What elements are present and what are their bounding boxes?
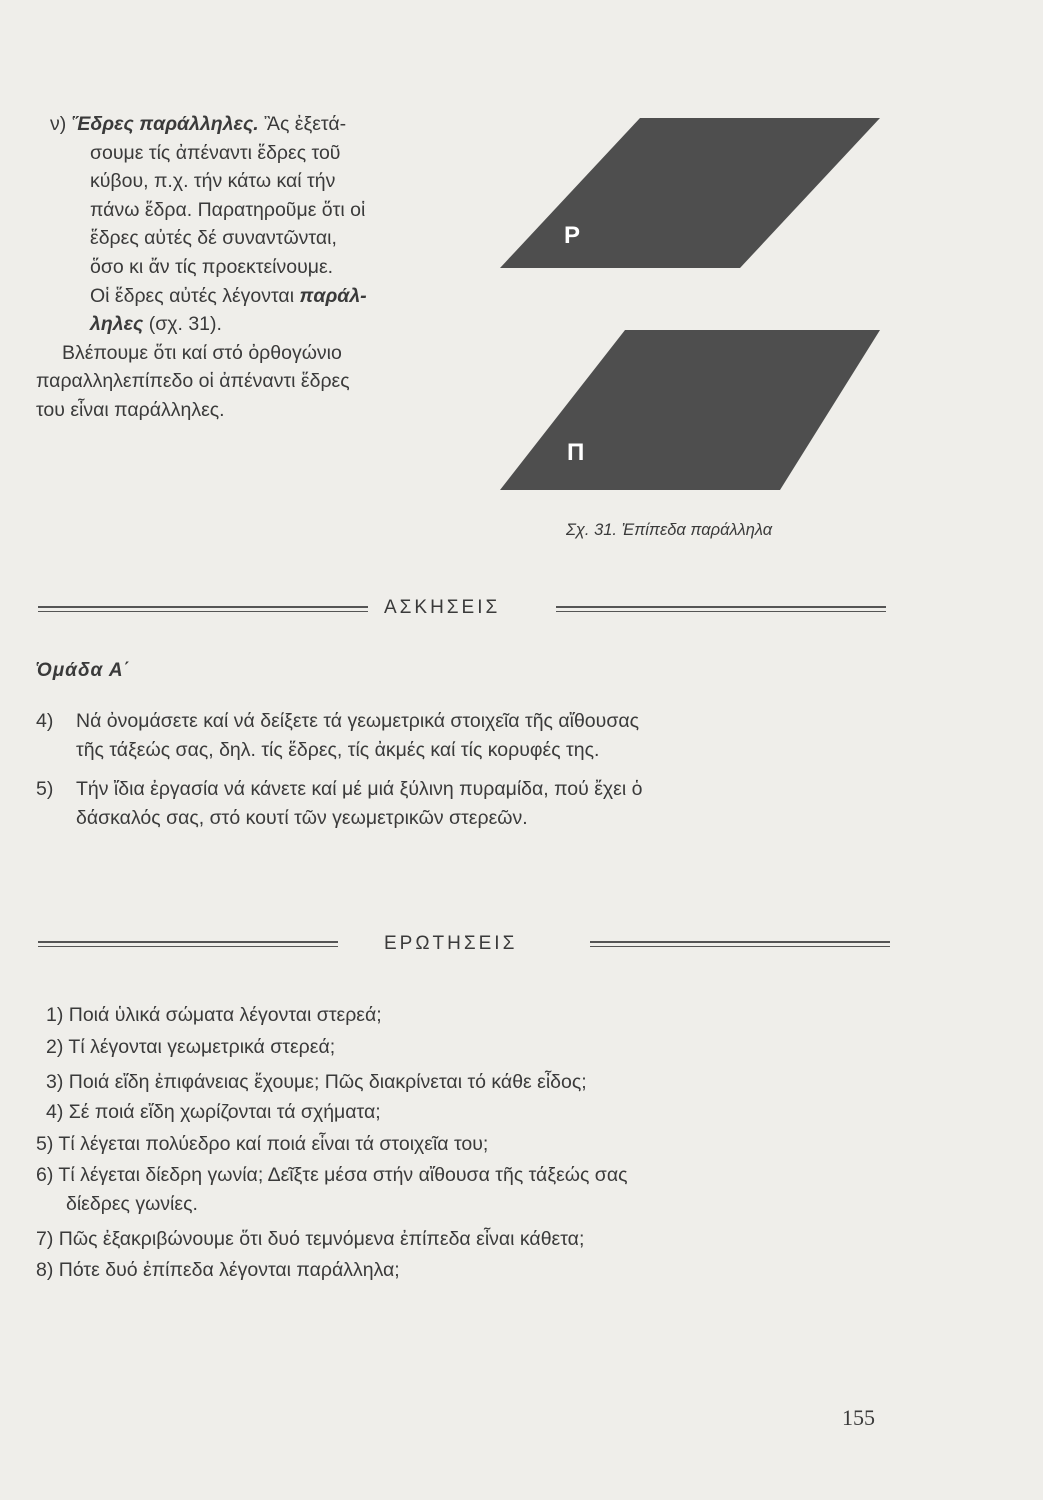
exercise-text: δάσκαλός σας, στό κουτί τῶν γεωμετρικῶν στερεῶν. [76, 807, 528, 829]
divider-left-thin [38, 946, 338, 947]
figure-reference: (σχ. 31). [148, 313, 222, 336]
intro-line-4: πάνω ἕδρα. Παρατηροῦμε ὅτι οἱ [90, 198, 366, 221]
exercise-4 [36, 707, 916, 765]
section-label: ν) [50, 113, 67, 135]
question-item [36, 1161, 916, 1219]
intro-line-10: παραλληλεπίπεδο οἱ ἀπέναντι ἕδρες [36, 370, 350, 393]
intro-paragraph [36, 110, 486, 425]
intro-line-9: Βλέπουμε ὅτι καί στό ὀρθογώνιο [62, 341, 342, 364]
divider-right [590, 941, 890, 943]
question-item: 1) Ποιά ὑλικά σώματα λέγονται στερεά; [46, 1004, 382, 1026]
page-number: 155 [842, 1405, 875, 1430]
parallel-planes-figure [500, 108, 880, 528]
exercises-heading: ΑΣΚΗΣΕΙΣ [384, 597, 501, 618]
question-text: 6) Τί λέγεται δίεδρη γωνία; Δεῖξτε μέσα στήν αἴθουσα τῆς τάξεώς σας [36, 1164, 628, 1186]
exercise-5 [36, 775, 916, 833]
plane-p [500, 118, 880, 268]
question-item: 7) Πῶς ἐξακριβώνουμε ὅτι δυό τεμνόμενα ἐπίπεδα εἶναι κάθετα; [36, 1228, 585, 1250]
group-title: Ὁμάδα Α΄ [36, 660, 131, 681]
intro-line-8 [36, 310, 486, 339]
question-text-cont: δίεδρες γωνίες. [66, 1193, 198, 1215]
divider-left [38, 606, 368, 608]
intro-text: Οἱ ἕδρες αὐτές λέγονται [90, 284, 295, 307]
intro-line-1 [36, 110, 486, 139]
figure-caption: Σχ. 31. Ἐπίπεδα παράλληλα [566, 521, 773, 539]
section-title: Ἕδρες παράλληλες. [71, 113, 259, 135]
term-parallel: παράλ- [299, 284, 367, 307]
intro-line-6: ὅσο κι ἄν τίς προεκτείνουμε. [90, 255, 334, 278]
plane-pi [500, 330, 880, 490]
divider-left [38, 941, 338, 943]
question-item: 2) Τί λέγονται γεωμετρικά στερεά; [46, 1036, 336, 1058]
divider-right-thin [556, 611, 886, 612]
exercise-number: 4) [36, 710, 54, 732]
intro-line-11: του εἶναι παράλληλες. [36, 398, 225, 421]
question-item: 3) Ποιά εἴδη ἐπιφάνειας ἔχουμε; Πῶς διακρίνεται τό κάθε εἶδος; [46, 1071, 587, 1093]
intro-text: Ἂς ἐξετά- [264, 113, 347, 135]
exercise-number: 5) [36, 778, 54, 800]
divider-left-thin [38, 611, 368, 612]
intro-line-2: σουμε τίς ἀπέναντι ἕδρες τοῦ [90, 141, 341, 164]
exercise-text: Νά ὀνομάσετε καί νά δείξετε τά γεωμετρικά στοιχεῖα τῆς αἴθουσας [76, 710, 640, 732]
exercise-text: τῆς τάξεώς σας, δηλ. τίς ἕδρες, τίς ἀκμές καί τίς κορυφές της. [76, 739, 600, 761]
question-item: 4) Σέ ποιά εἴδη χωρίζονται τά σχήματα; [46, 1101, 381, 1123]
question-item: 5) Τί λέγεται πολύεδρο καί ποιά εἶναι τά στοιχεῖα του; [36, 1133, 489, 1155]
plane-pi-label: Π [567, 439, 585, 466]
divider-right-thin [590, 946, 890, 947]
exercise-text: Τήν ἴδια ἐργασία νά κάνετε καί μέ μιά ξύλινη πυραμίδα, πού ἔχει ὁ [76, 778, 643, 800]
intro-line-5: ἕδρες αὐτές δέ συναντῶνται, [90, 227, 337, 250]
divider-right [556, 606, 886, 608]
term-parallel-end: ληλες [90, 313, 144, 336]
question-item: 8) Πότε δυό ἐπίπεδα λέγονται παράλληλα; [36, 1259, 400, 1281]
intro-line-7 [36, 282, 486, 311]
intro-line-3: κύβου, π.χ. τήν κάτω καί τήν [90, 170, 336, 193]
plane-p-label: P [564, 222, 581, 249]
questions-heading: ΕΡΩΤΗΣΕΙΣ [384, 933, 518, 954]
